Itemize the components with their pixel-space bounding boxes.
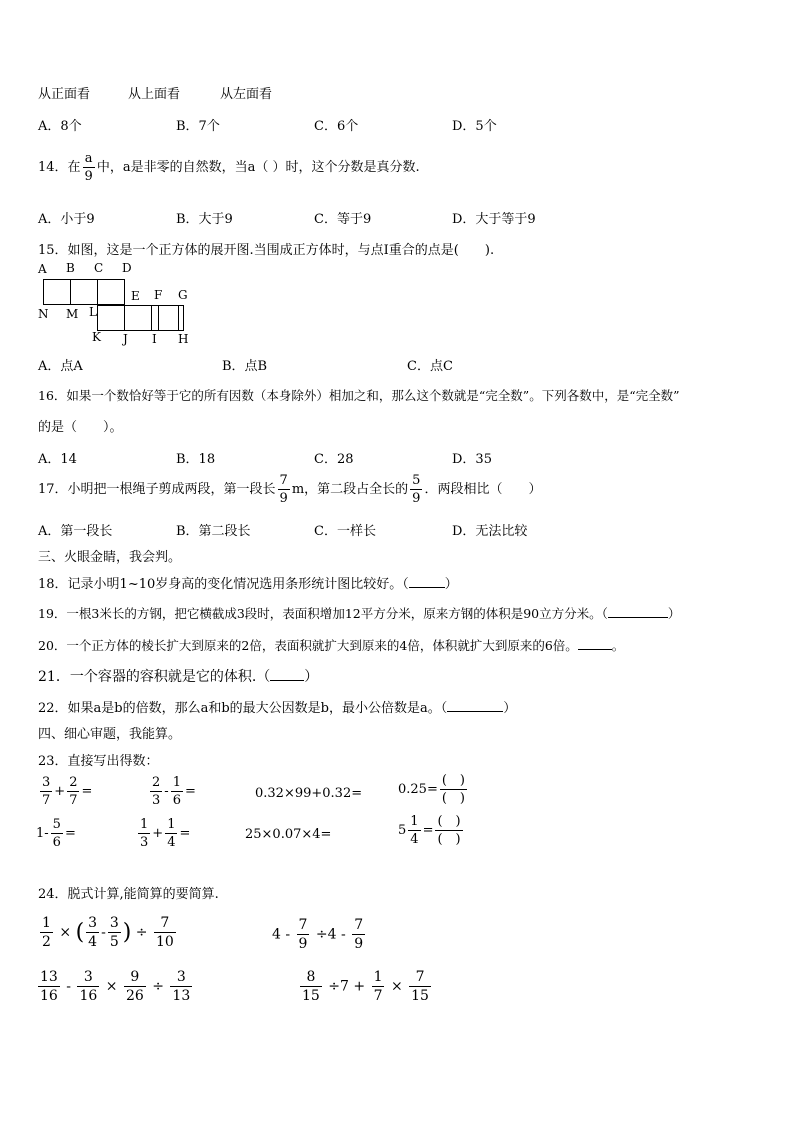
q23-expr-1: $\frac{3}{7}$ + $\frac{2}{7}$ = (42, 775, 93, 808)
q13-option-c: C．6个 (314, 119, 359, 134)
q16-option-c: C．28 (314, 452, 354, 467)
q16-option-d: D．35 (452, 452, 492, 467)
q20-question: 20．一个正方体的棱长扩大到原来的2倍，表面积就扩大到原来的4倍，体积就扩大到原来的6倍。 。 (38, 638, 625, 653)
section-3-heading: 三、火眼金睛，我会判。 (38, 550, 182, 565)
q24-expr-1: $\frac{1}{2}$ × ( $\frac{3}{4}$ - $\frac{3}{5}$ ) ÷ $\frac{7}{10}$ (42, 915, 174, 950)
q17-option-a: A．第一段长 (38, 524, 113, 539)
net-label-g: G (178, 288, 188, 302)
net-label-c: C (94, 261, 104, 275)
net-label-k: K (92, 330, 101, 344)
q22-question: 22．如果a是b的倍数，那么a和b的最大公因数是b，最小公倍数是a。（ ） (38, 701, 517, 716)
q15-option-c: C．点C (407, 359, 453, 374)
q16-option-a: A．14 (38, 452, 77, 467)
q16-question-line1: 16．如果一个数恰好等于它的所有因数（本身除外）相加之和，那么这个数就是“完全数”。下列各数中，是“完全数” (38, 388, 680, 403)
q17-mid: m，第二段占全长的 (291, 482, 409, 497)
net-label-n: N (38, 307, 49, 321)
q24-title: 24．脱式计算,能简算的要简算. (38, 887, 219, 902)
q17-option-d: D．无法比较 (452, 524, 528, 539)
net-label-j: J (123, 332, 128, 346)
net-cell (158, 305, 184, 331)
q16-option-b: B．18 (176, 452, 216, 467)
q17-post: ．两段相比（ ） (424, 482, 542, 497)
net-label-h: H (178, 332, 189, 346)
q24-expr-3: $\frac{13}{16}$ - $\frac{3}{16}$ × $\frac{9}{26}$ ÷ $\frac{3}{13}$ (40, 969, 191, 1004)
q14-option-a: A．小于9 (38, 212, 95, 227)
q14-option-b: B．大于9 (176, 212, 233, 227)
q14-post: 中，a是非零的自然数，当a（ ）时，这个分数是真分数. (96, 160, 420, 175)
q24-expr-4: $\frac{8}{15}$ ÷7 + $\frac{1}{7}$ × $\frac{7}{15}$ (302, 969, 429, 1004)
q17-pre: 17．小明把一根绳子剪成两段，第一段长 (38, 482, 276, 497)
q17-question (38, 474, 541, 505)
q14-option-c: C．等于9 (314, 212, 372, 227)
net-label-d: D (122, 261, 132, 275)
q17-fraction-1: $\frac{7}{9}$ (279, 473, 288, 506)
q14-pre: 14．在 (38, 160, 81, 175)
net-cell (124, 305, 152, 331)
net-cell (70, 279, 98, 305)
q23-expr-7: 25×0.07×4= (245, 827, 332, 842)
q15-option-b: B．点B (222, 359, 268, 374)
q23-expr-4: 0.25= $\frac{( )}{( )}$ (398, 773, 465, 806)
q19-question: 19．一根3米长的方钢，把它横截成3段时，表面积增加12平方分米，原来方钢的体积是90立方分米。（ ） (38, 606, 681, 621)
q13-option-b: B．7个 (176, 119, 220, 134)
q23-expr-3: 0.32×99+0.32= (255, 786, 363, 801)
q15-option-a: A．点A (38, 359, 83, 374)
q23-expr-2: $\frac{2}{3}$ - $\frac{1}{6}$ = (152, 775, 196, 808)
q16-question-line2: 的是（ ）。 (38, 420, 123, 435)
q14-question (38, 152, 420, 183)
net-cell (43, 279, 71, 305)
q17-option-c: C．一样长 (314, 524, 376, 539)
q23-expr-6: $\frac{1}{3}$ + $\frac{1}{4}$ = (140, 817, 191, 850)
q21-question: 21．一个容器的容积就是它的体积.（ ） (38, 669, 319, 685)
q23-expr-5: 1- $\frac{5}{6}$ = (36, 817, 76, 850)
q23-expr-8: 5 $\frac{1}{4}$ = $\frac{( )}{( )}$ (398, 814, 461, 847)
net-label-f: F (154, 288, 163, 302)
q21-answer-blank[interactable] (270, 680, 304, 681)
net-label-m: M (66, 307, 79, 321)
net-label-e: E (131, 289, 140, 303)
net-label-l: L (89, 305, 97, 319)
q13-option-a: A．8个 (38, 119, 82, 134)
net-label-i: I (152, 332, 157, 346)
net-label-b: B (66, 261, 75, 275)
q17-option-b: B．第二段长 (176, 524, 251, 539)
q14-option-d: D．大于等于9 (452, 212, 536, 227)
q24-expr-2: 4 - $\frac{7}{9}$ ÷4 - $\frac{7}{9}$ (272, 917, 364, 952)
q13-option-d: D．5个 (452, 119, 497, 134)
q17-fraction-2: $\frac{5}{9}$ (412, 473, 421, 506)
q15-question: 15．如图，这是一个正方体的展开图.当围成正方体时，与点I重合的点是( ). (38, 243, 495, 258)
section-4-heading: 四、细心审题，我能算。 (38, 727, 182, 742)
q22-answer-blank[interactable] (447, 711, 503, 712)
net-cell (97, 305, 125, 331)
q14-fraction: $\frac{a}{9}$ (84, 151, 93, 184)
q19-answer-blank[interactable] (608, 617, 668, 618)
net-label-a: A (38, 262, 47, 276)
view-left-label: 从左面看 (220, 87, 273, 102)
q20-answer-blank[interactable] (578, 649, 612, 650)
q18-question: 18．记录小明1~10岁身高的变化情况选用条形统计图比较好。（ ） (38, 577, 458, 592)
q23-title: 23．直接写出得数： (38, 754, 159, 769)
view-top-label: 从上面看 (128, 87, 181, 102)
q18-answer-blank[interactable] (409, 587, 445, 588)
net-cell (97, 279, 125, 305)
view-front-label: 从正面看 (38, 87, 91, 102)
